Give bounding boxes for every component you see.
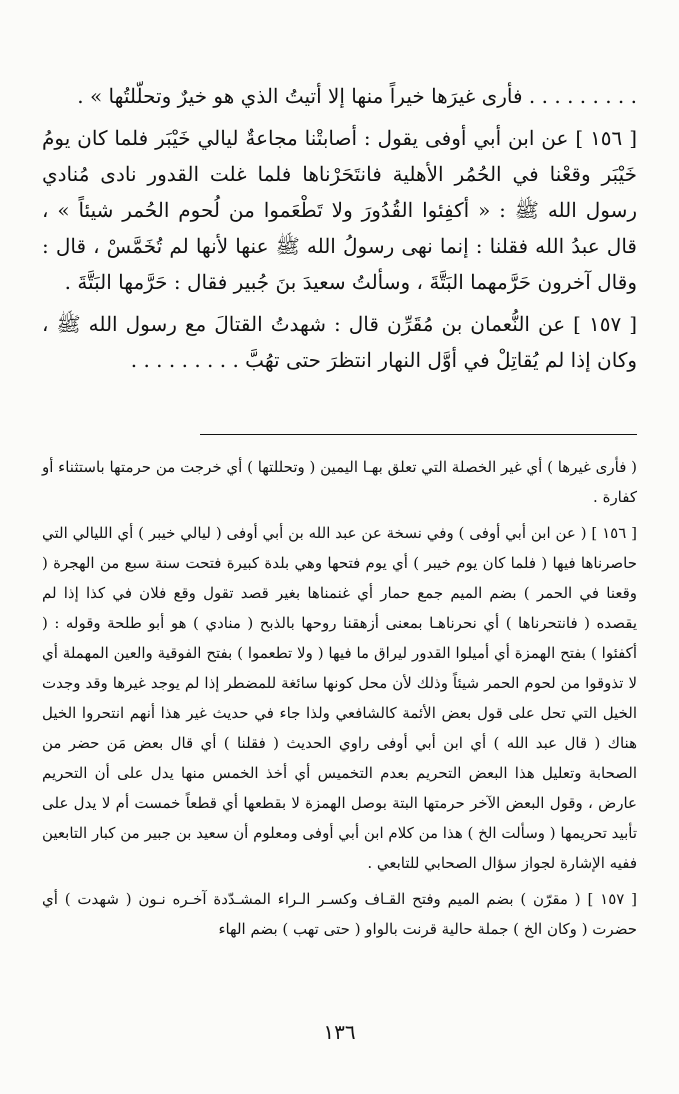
main-paragraph-hadith-156: [ ١٥٦ ] عن ابن أبي أوفى يقول : أصابتْنا مجاعةٌ ليالي خَيْبَر فلما كان يومُ خَيْبَر وقعْنا في الحُمُر الأهلية فانتَحَرْناها فلما غلت القدور نادى مُنادي رسول الله ﷺ : « أكفِئوا القُدُورَ ولا تَطْعَموا من لُحوم الحُمر شيئاً » ، قال عبدُ الله فقلنا : إنما نهى رسولُ الله ﷺ عنها لأنها لم تُخَمَّسْ ، قال : وقال آخرون حَرَّمهما البَتَّةَ ، وسألتُ سعيدَ بنَ جُبير فقال : حَرَّمها البَتَّةَ . (42, 126, 637, 294)
commentary-paragraph-157: [ ١٥٧ ] ( مقرّن ) بضم الميم وفتح القـاف وكسـر الـراء المشـدّدة آخـره نـون ( شهدت ) أي حضرت ( وكان الخ ) جملة حالية قرنت بالواو ( حتى تهب ) بضم الهاء (42, 890, 637, 938)
main-text (42, 78, 637, 378)
commentary-paragraph-156: [ ١٥٦ ] ( عن ابن أبي أوفى ) وفي نسخة عن عبد الله بن أبي أوفى ( ليالي خيبر ) أي الليالي التي حاصرناها فيها ( فلما كان يوم خيبر ) أي يوم فتحها وهي بلدة كبيرة فتحت سنة سبع من الهجرة ( وقعنا في الحمر ) بضم الميم جمع حمار أي غنمناها بغير قصد تقول وقع فلان في كذا إذا لم يقصده ( فانتحرناها ) أي نحرناهـا بمعنى أزهقنا روحها بالذبح ( منادي ) هو أبو طلحة وقوله : ( أكفئوا ) بفتح الهمزة أي أميلوا القدور ليراق ما فيها ( ولا تطعموا ) بفتح الفوقية والعين المهملة أي لا تذوقوا من لحوم الحمر شيئاً وذلك لأن محل كونها سائغة للمضطر إذا لم يوجد غيرها وقد وجدت الخيل التي تحل على قول بعض الأئمة كالشافعي ولذا جاء في حديث غير هذا أنهم انتحروا الخيل هناك ( قال عبد الله ) أي ابن أبي أوفى راوي الحديث ( فقلنا ) أي قال بعض مَن حضر من الصحابة وتعليل هذا البعض التحريم بعدم التخميس أي أخذ الخمس منها يدل على أن التحريم عارض ، وقول البعض الآخر حرمتها البتة بوصل الهمزة لا بقطعها أي قطعاً خمست أم لا يدل على تأبيد تحريمها ( وسألت الخ ) هذا من كلام ابن أبي أوفى ومعلوم أن سعيد بن جبير من كبار التابعين ففيه الإشارة لجواز سؤال الصحابي للتابعي . (42, 524, 637, 872)
main-paragraph-hadith-157: [ ١٥٧ ] عن النُّعمان بن مُقَرِّن قال : شهدتُ القتالَ مع رسول الله ﷺ ، وكان إذا لم يُقاتِلْ في أوَّل النهار انتظرَ حتى تهُبَّ . . . . . . . . . (42, 312, 637, 372)
commentary-paragraph-previous: ( فأرى غيرها ) أي غير الخصلة التي تعلق بهـا اليمين ( وتحللتها ) أي خرجت من حرمتها باستثناء أو كفارة . (42, 458, 637, 506)
page-number: ١٣٦ (323, 1020, 356, 1044)
main-paragraph-end-of-hadith: . . . . . . . . . فأرى غيرَها خيراً منها إلا أتيتُ الذي هو خيرٌ وتحلّلتُها » . (77, 84, 637, 108)
commentary (42, 452, 637, 944)
footnote-divider (200, 434, 637, 435)
